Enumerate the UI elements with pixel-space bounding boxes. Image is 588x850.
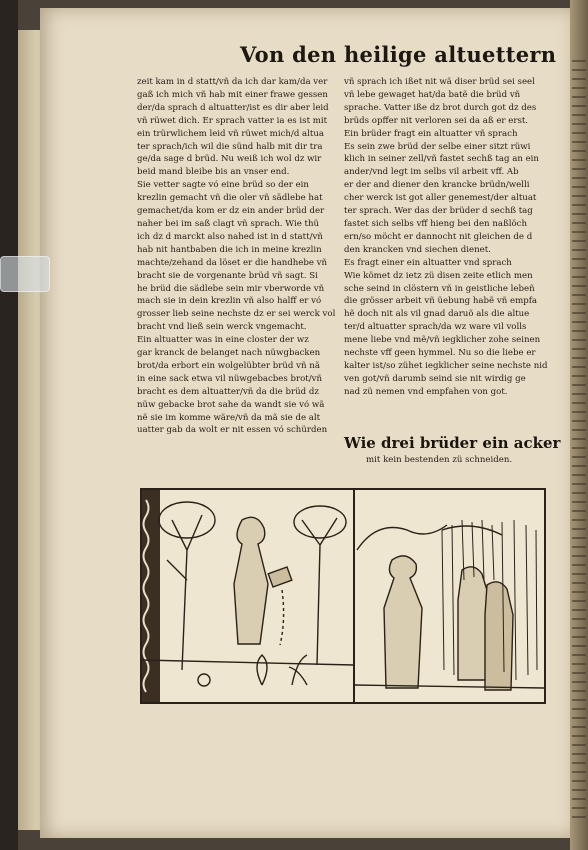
text-line: krezlin gemacht vñ die oler vñ sädlebe hat — [137, 193, 323, 204]
text-line: Sie vetter sagte vó eine brüd so der ein — [137, 180, 309, 191]
text-line: in eine sack etwa vil nüwgebacbes brot/vñ — [137, 373, 323, 384]
text-line: ven got/vñ darumb seind sie nit wirdig ge — [344, 373, 526, 384]
woodcut-scene — [142, 490, 544, 702]
text-line: brot/da erbort ein wolgelübter brüd vñ nã — [137, 360, 320, 371]
text-line: ter sprach. Wer das der brüder d sechß tag — [344, 206, 533, 217]
text-line: machte/zehand da löset er die handhebe vñ — [137, 257, 328, 268]
text-line: den krancken vnd siechen dienet. — [344, 244, 491, 255]
text-line: gemachet/da kom er dz ein ander brüd der — [137, 206, 325, 217]
text-line: er der and diener den krancke brüdn/welli — [344, 180, 530, 191]
text-line: beid mand bleibe bis an vnser end. — [137, 167, 290, 178]
text-line: hab nit hantbaben die ich in meine krezlin — [137, 244, 322, 255]
text-line: Ein brüder fragt ein altuatter vñ sprach — [344, 128, 518, 139]
text-line: vñ sprach ich ißet nit wã diser brüd sei seel — [344, 77, 535, 87]
text-line: ein trürwlichem leid vñ rüwet mich/d altua — [137, 128, 325, 139]
right-column — [344, 76, 548, 399]
woodcut-illustration — [140, 488, 546, 704]
text-line: klich in seiner zell/vñ fastet sechß tag an ein — [344, 154, 539, 165]
text-line: vñ rüwet dich. Er sprach vatter ia es ist mit — [137, 115, 328, 126]
section-title: Wie drei brüder ein acker — [344, 434, 561, 452]
text-line: Es sein zwe brüd der selbe einer sitzt rüwi — [344, 141, 531, 152]
text-line: kalter ist/so zühet iegklicher seine nechste nid — [344, 360, 548, 371]
text-line: der/da sprach d altuatter/ist es dir aber leid — [137, 102, 329, 113]
bookmark-tab — [0, 256, 50, 292]
text-line: nẽ sie im komme wäre/vñ da mã sie de alt — [137, 412, 321, 423]
text-line: fastet sich selbs vff hieng bei den naßlöch — [344, 218, 527, 229]
text-line: brüds opffer nit verloren sei da aß er erst. — [344, 115, 529, 126]
text-line: Es fragt einer ein altuatter vnd sprach — [344, 257, 512, 268]
text-line: nechste vff geen hymmel. Nu so die liebe er — [344, 348, 536, 359]
section-subtitle: mit kein bestenden zü schneiden. — [366, 455, 513, 465]
text-line: Ein altuatter was in eine closter der wz — [137, 335, 309, 346]
facing-page-text — [572, 60, 586, 820]
text-line: mach sie in dein krezlin vñ also halff er vó — [137, 296, 322, 307]
text-line: uatter gab da wolt er nit essen vó schürden — [137, 425, 328, 436]
right-scene — [354, 520, 544, 690]
text-line: cher werck ist got aller genemest/der altuat — [344, 193, 537, 204]
text-line: grosser lieb seine nechste dz er sei werck vol — [137, 309, 336, 320]
text-line: vñ lebe gewaget hat/da batẽ die brüd vñ — [344, 89, 521, 100]
text-line: nüw gebacke brot sahe da wandt sie vó wã — [137, 399, 325, 410]
text-line: hẽ doch nit als vil gnad daruõ als die altue — [344, 309, 530, 320]
text-line: ge/da sage d brüd. Nu weiß ich wol dz wir — [137, 154, 322, 165]
text-line: sche seind in clöstern vñ in geistliche lebeñ — [344, 283, 535, 294]
text-line: zeit kam in d statt/vñ da ich dar kam/da ver — [137, 77, 328, 87]
text-line: ich dz d marckt also nahed ist in d statt/vñ — [137, 231, 323, 242]
text-line: ern/so möcht er dannocht nit gleichen de d — [344, 231, 533, 242]
text-line: naher bei im saß clagt vñ sprach. Wie thü — [137, 218, 320, 229]
text-line: ter/d altuatter sprach/da wz ware vil volls — [344, 322, 527, 333]
text-line: die grösser arbeit vñ üebung habẽ vñ empfa — [344, 296, 538, 307]
text-line: sprache. Vatter iße dz brot durch got dz des — [344, 102, 537, 113]
text-line: gaß ich mich vñ hab mit einer frawe gessen — [137, 89, 328, 100]
text-line: bracht vnd ließ sein werck vngemacht. — [137, 322, 307, 333]
left-column — [137, 76, 343, 437]
text-line: nad zü nemen vnd empfahen von got. — [344, 386, 508, 397]
text-line: Wie kömet dz ietz zü disen zeite etlich men — [344, 270, 533, 281]
text-line: ander/vnd legt im selbs vil arbeit vff. Ab — [344, 167, 519, 178]
page-header: Von den heilige altuettern — [240, 42, 557, 67]
text-line: ter sprach/ich wil die sünd halb mit dir tra — [137, 141, 323, 152]
text-line: he brüd die sädlebe sein mir vberworde vñ — [137, 283, 325, 294]
text-line: bracht sie de vorgenante brüd vñ sagt. Si — [137, 270, 318, 281]
text-line: gar kranck de belanget nach nüwgbacken — [137, 348, 321, 359]
book-binding — [0, 0, 18, 850]
text-line: mene liebe vnd mẽ/vñ iegklicher zohe seinen — [344, 335, 541, 346]
left-scene — [142, 502, 354, 686]
text-line: bracht es dem altuatter/vñ da die brüd dz — [137, 386, 319, 397]
